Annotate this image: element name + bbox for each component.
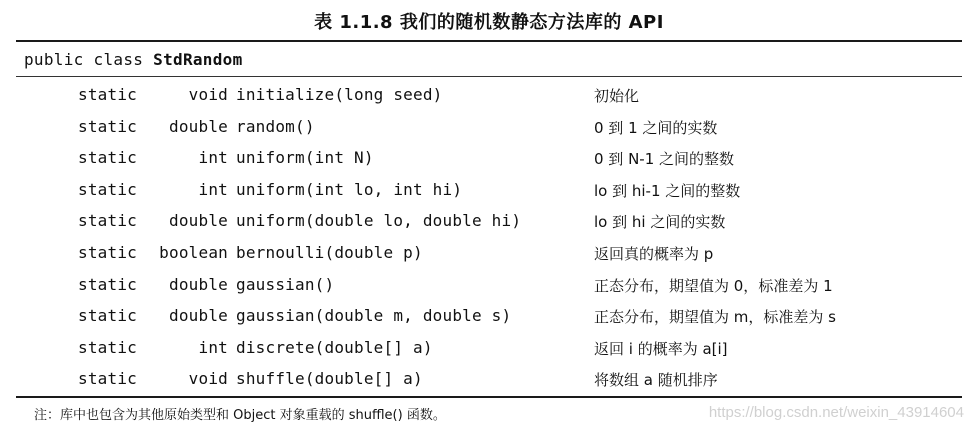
- method-description: 将数组 a 随机排序: [594, 371, 718, 390]
- method-signature: shuffle(double[] a): [236, 369, 423, 389]
- method-return-type: int: [198, 148, 228, 168]
- table-row: [0, 144, 978, 176]
- method-signature: initialize(long seed): [236, 85, 443, 104]
- table-row: [0, 176, 978, 208]
- table-row: [0, 239, 978, 271]
- table-row: [0, 81, 978, 113]
- method-signature: bernoulli(double p): [236, 242, 423, 262]
- method-description: lo 到 hi-1 之间的整数: [594, 181, 741, 200]
- class-header: [24, 50, 243, 69]
- method-modifier: static: [78, 274, 137, 294]
- method-return-type: boolean: [159, 242, 228, 262]
- method-signature: gaussian(double m, double s): [236, 306, 512, 326]
- method-return-type: int: [198, 179, 228, 199]
- method-modifier: static: [78, 116, 137, 136]
- header-divider: [16, 76, 962, 77]
- table-top-rule: [16, 40, 962, 42]
- class-name: StdRandom: [153, 50, 243, 69]
- method-return-type: double: [169, 274, 228, 294]
- method-description: lo 到 hi 之间的实数: [594, 213, 726, 232]
- table-caption: 表 1.1.8 我们的随机数静态方法库的 API: [314, 12, 664, 33]
- method-description: 初始化: [594, 87, 640, 105]
- table-row: [0, 302, 978, 334]
- table-row: [0, 271, 978, 303]
- table-row: [0, 365, 978, 397]
- table-footnote: 注：库中也包含为其他原始类型和 Object 对象重载的 shuffle() 函数。: [34, 408, 446, 423]
- method-modifier: static: [78, 211, 137, 231]
- method-description: 0 到 1 之间的实数: [594, 118, 718, 137]
- table-row: [0, 113, 978, 145]
- method-modifier: static: [78, 85, 137, 104]
- method-signature: discrete(double[] a): [236, 337, 433, 357]
- method-description: 0 到 N-1 之间的整数: [594, 150, 735, 169]
- table-row: [0, 334, 978, 366]
- method-modifier: static: [78, 369, 137, 389]
- method-modifier: static: [78, 148, 137, 168]
- method-modifier: static: [78, 179, 137, 199]
- method-list: [0, 81, 978, 397]
- method-signature: random(): [236, 116, 315, 136]
- table-row: [0, 207, 978, 239]
- method-return-type: void: [188, 85, 228, 104]
- method-signature: gaussian(): [236, 274, 335, 294]
- method-modifier: static: [78, 337, 137, 357]
- method-return-type: double: [169, 306, 228, 326]
- method-return-type: int: [198, 337, 228, 357]
- method-signature: uniform(int N): [236, 148, 374, 168]
- method-description: 正态分布，期望值为 m，标准差为 s: [594, 308, 836, 327]
- method-return-type: double: [169, 116, 228, 136]
- method-modifier: static: [78, 306, 137, 326]
- method-description: 正态分布，期望值为 0，标准差为 1: [594, 276, 833, 295]
- method-signature: uniform(double lo, double hi): [236, 211, 522, 231]
- table-bottom-rule: [16, 396, 962, 398]
- watermark-text: https://blog.csdn.net/weixin_43914604: [708, 404, 964, 421]
- method-description: 返回真的概率为 p: [594, 244, 714, 263]
- class-header-prefix: public class: [24, 50, 154, 69]
- method-return-type: void: [188, 369, 228, 389]
- method-modifier: static: [78, 242, 137, 262]
- method-signature: uniform(int lo, int hi): [236, 179, 463, 199]
- method-return-type: double: [169, 211, 228, 231]
- method-description: 返回 i 的概率为 a[i]: [594, 339, 728, 358]
